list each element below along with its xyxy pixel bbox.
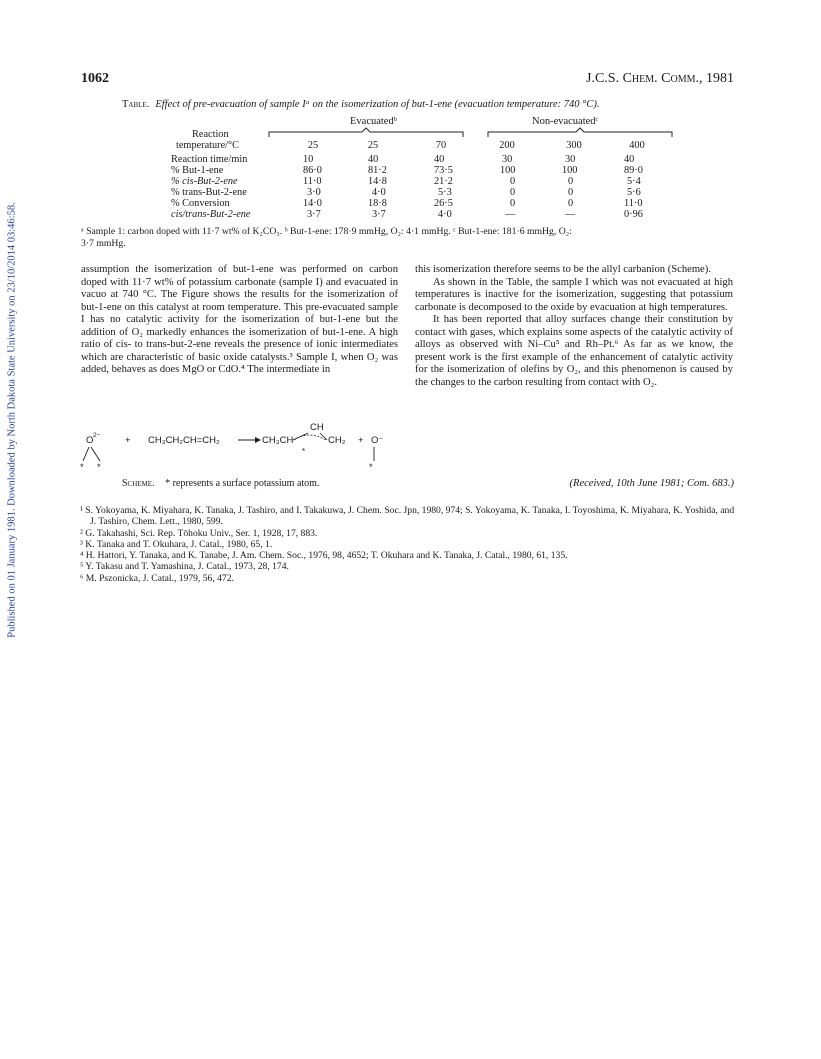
surface-atom-star: * [302,447,306,456]
table-cell: — [505,209,516,220]
temp-cell: 25 [367,140,379,151]
scheme-caption-text: * represents a surface potassium atom. [165,478,320,489]
reference-item: ⁴ H. Hattori, Y. Tanaka, and K. Tanabe, J. Am. Chem. Soc., 1976, 98, 4652; T. Okuhara and K. Tanaka, J. Catal., 1980, 61, 135. [80,550,568,562]
table-cell: 14·0 [303,198,322,209]
nonevacuated-brace [487,127,673,139]
table-cell: 86·0 [303,165,322,176]
surface-atom-star: * [80,462,84,473]
references [80,505,740,584]
temp-label-2: temperature/°C [176,140,240,151]
reference-item: ² G. Takahashi, Sci. Rep. Tōhoku Univ., Ser. 1, 1928, 17, 883. [80,527,318,539]
table-cell: 11·0 [303,176,322,187]
temp-cell: 200 [499,140,515,151]
surface-atom-star: * [97,462,101,473]
temp-label-1: Reaction [192,129,229,140]
table-cell: 4·0 [372,187,386,198]
journal-title: J.C.S. Chem. Comm., 1981 [586,71,734,86]
reference-item: ⁶ M. Pszonicka, J. Catal., 1979, 56, 472. [80,572,234,584]
row-label: % Conversion [171,198,230,209]
table-cell: 26·5 [434,198,453,209]
download-notice-text: Published on 01 January 1981. Downloaded by North Dakota State University on 23/10/2014 03:46:58. [6,202,18,638]
table-footnote-line-1: ᵃ Sample 1: carbon doped with 11·7 wt% of K₂CO₃. ᵇ But-1-ene: 178·9 mmHg, O₂: 4·1 mmHg. ᶜ But-1-ene: 181·6 mmHg, O₂: [81,226,572,237]
product-top: CH [310,422,324,433]
surface-atom-star: * [369,462,373,473]
table-cell: 30 [502,154,513,165]
row-label: cis/trans-But-2-ene [171,209,251,220]
right-paragraph-3: It has been reported that alloy surfaces change their constitution by contact with gases, which explains some aspects of the catalytic activity of alloys as observed with Ni–Cu⁵ and Rh–Pt.⁶ As far as we know, the present work is the first example of the enhancement of catalytic activity for the isomerization of olefins by O₂, and this phenomenon is caused by the changes to the carbon resulting from contact with O₂. [415,314,733,388]
reference-item: ³ K. Tanaka and T. Okuhara, J. Catal., 1980, 65, 1. [80,538,273,550]
table-cell: 40 [368,154,379,165]
table-cell: 21·2 [434,176,453,187]
table-footnote [81,226,741,250]
received-date: (Received, 10th June 1981; Com. 683.) [569,478,734,489]
temp-cell: 70 [435,140,447,151]
table-cell: 0 [510,198,516,209]
left-paragraph: assumption the isomerization of but-1-ene was performed on carbon doped with 11·7 wt% of potassium carbonate (sample I) and evacuated in vacuo at 740 °C. The Figure shows the results for the isomerization of but-1-ene on this catalyst at room temperature. This pre-evacuated sample I has no catalytic activity for the isomerization of but-1-ene but the addition of O₂ markedly enhances the isomerization of but-1-ene. A high ratio of cis- to trans-but-2-ene reveals the presence of ionic intermediates which are characteristic of basic oxide catalysts.³ Sample I, when O₂ was added, behaves as does MgO or CdO.⁴ The intermediate in [81,264,398,376]
table-cell: — [565,209,576,220]
table-cell: 0·96 [624,209,643,220]
left-column [81,264,398,377]
scheme-label: Scheme. [122,478,155,489]
table-cell: 4·0 [438,209,452,220]
row-label: % But-1-ene [171,165,224,176]
reference-item: ⁵ Y. Takasu and T. Yamashina, J. Catal., 1973, 28, 174. [80,561,289,573]
reference-item: ¹ S. Yokoyama, K. Miyahara, K. Tanaka, J. Tashiro, and I. Takakuwa, J. Chem. Soc. Jpn, 1980, 974; S. Yokoyama, K. Tanaka, I. Toyoshima, K. Miyahara, K. Yoshida, and J. Tashiro, Chem. Lett., 1980, 599. [80,505,735,528]
temp-cell: 300 [566,140,582,151]
product-right: CH₂ [328,435,346,446]
group-evacuated: Evacuatedᵇ [350,116,397,127]
evacuated-brace [268,127,464,139]
table-cell: 3·7 [372,209,386,220]
table-row [0,187,821,198]
table-cell: 100 [562,165,578,176]
table-cell: 14·8 [368,176,387,187]
table-cell: 5·3 [438,187,452,198]
row-label: % cis-But-2-ene [171,176,238,187]
scheme-caption [122,478,319,489]
table-row [0,154,821,165]
table-cell: 73·5 [434,165,453,176]
table-row [0,176,821,187]
table-cell: 81·2 [368,165,387,176]
plus-sign-2: + [358,435,364,446]
table-cell: 0 [568,176,574,187]
table-cell: 0 [568,198,574,209]
table-row [0,165,821,176]
page-number: 1062 [81,71,109,86]
right-paragraph-1: this isomerization therefore seems to be the allyl carbanion (Scheme). [415,264,711,275]
table-cell: 5·4 [627,176,641,187]
table-footnote-line-2: 3·7 mmHg. [81,238,126,249]
table-cell: 30 [565,154,576,165]
table-cell: 3·0 [307,187,321,198]
oxide-minus: O⁻ [371,435,384,446]
table-cell: 0 [568,187,574,198]
download-notice [3,170,21,670]
right-column [415,264,733,389]
table-cell: 10 [303,154,314,165]
temp-cell: 400 [629,140,645,151]
table-caption [122,99,762,110]
table-cell: 18·8 [368,198,387,209]
row-label: Reaction time/min [171,154,248,165]
temp-cell: 25 [307,140,319,151]
reaction-scheme [80,418,400,473]
table-row [0,209,821,220]
oxide-ion: O [86,435,94,446]
table-cell: 11·0 [624,198,643,209]
table-cell: 40 [434,154,445,165]
row-label: % trans-But-2-ene [171,187,247,198]
table-cell: 40 [624,154,635,165]
table-cell: 5·6 [627,187,641,198]
table-caption-text: Effect of pre-evacuation of sample Iᵃ on the isomerization of but-1-ene (evacuation temperature: 740 °C). [155,99,600,110]
table-cell: 100 [500,165,516,176]
reactant-formula: CH₃CH₂CH=CH₂ [148,435,220,446]
table-cell: 3·7 [307,209,321,220]
plus-sign: + [125,435,131,446]
table-row [0,198,821,209]
group-nonevacuated: Non-evacuatedᶜ [532,116,599,127]
table-label: Table. [122,99,150,110]
right-paragraph-2: As shown in the Table, the sample I which was not evacuated at high temperatures is inactive for the isomerization, suggesting that potassium carbonate is decomposed to the oxide by evacuation at high temperatures. [415,276,733,313]
table-cell: 0 [510,176,516,187]
table-cell: 0 [510,187,516,198]
oxide-charge: 2− [93,432,101,439]
product-left: CH₃CH [262,435,294,446]
table-cell: 89·0 [624,165,643,176]
